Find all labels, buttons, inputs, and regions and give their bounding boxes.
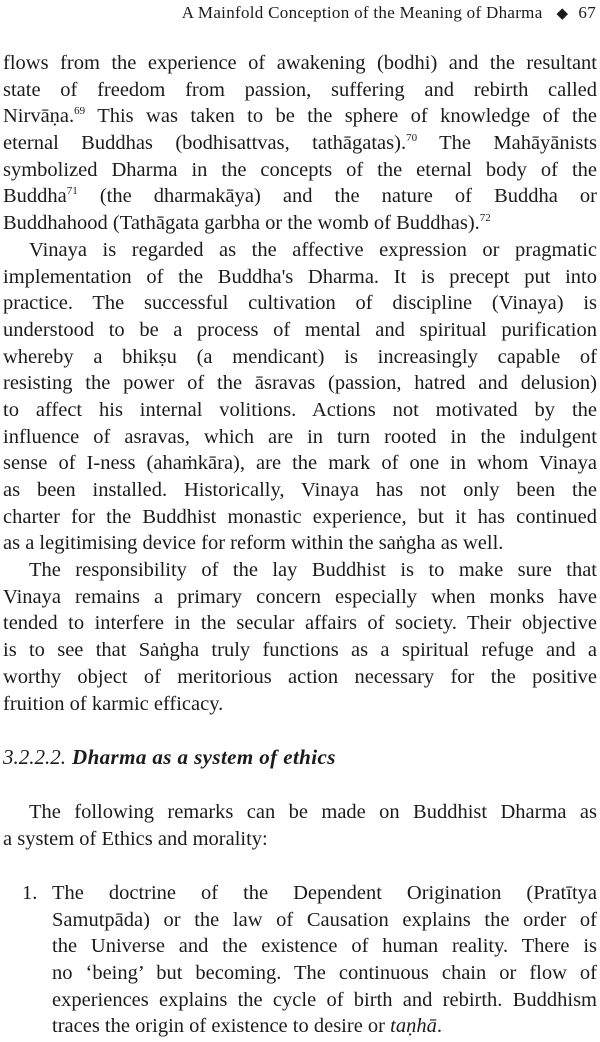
- paragraph-line: [3, 264, 597, 291]
- paragraph-line: [3, 504, 597, 531]
- text-run: as a legitimising device for reform within the saṅgha as well.: [3, 532, 504, 555]
- paragraph-line: [3, 50, 597, 77]
- text-run: a system of Ethics and morality:: [3, 827, 268, 850]
- paragraph-line: [3, 130, 597, 157]
- section-title: Dharma as a system of ethics: [72, 745, 336, 769]
- paragraph-line: [3, 183, 597, 210]
- paragraph-line: [3, 557, 597, 584]
- paragraph-line: [3, 290, 597, 317]
- paragraph-line: [3, 157, 597, 184]
- text-run: to affect his internal volitions. Actions not motivated by the: [3, 398, 597, 421]
- paragraph-line: [3, 637, 597, 664]
- text-run: traces the origin of existence to desire or: [52, 1015, 391, 1038]
- paragraph-line: [3, 210, 597, 237]
- paragraph-line: [3, 664, 597, 691]
- section-number: 3.2.2.2.: [3, 745, 66, 769]
- intro-paragraph: [3, 799, 597, 852]
- text-run: is to see that Saṅgha truly functions as a spiritual refuge and a: [3, 639, 597, 662]
- text-run: resisting the power of the āsravas (passion, hatred and delusion): [3, 372, 597, 395]
- text-run: Samutpāda) or the law of Causation explains the order of: [52, 908, 597, 931]
- text-run: Nirvāṇa.: [3, 105, 75, 128]
- footnote-reference: 70: [406, 132, 418, 145]
- text-run: Vinaya remains a primary concern especially when monks have: [3, 585, 597, 608]
- running-header: [182, 2, 596, 25]
- footnote-reference: 71: [66, 185, 78, 198]
- list-item: [22, 880, 597, 1040]
- paragraph-line: [3, 424, 597, 451]
- paragraph-line: [3, 237, 597, 264]
- paragraph-line: [3, 77, 597, 104]
- text-run: experiences explains the cycle of birth and rebirth. Buddhism: [52, 988, 597, 1011]
- footnote-reference: 72: [479, 212, 491, 225]
- list-item-line: [52, 960, 597, 987]
- paragraph-line: [3, 530, 597, 557]
- body-text: [3, 50, 597, 717]
- list-item-line: [52, 987, 597, 1014]
- footnote-reference: 69: [74, 105, 86, 118]
- paragraph-line: [3, 370, 597, 397]
- paragraph: [3, 50, 597, 237]
- text-run: (the dharmakāya) and the nature of Buddha or: [77, 185, 597, 208]
- text-run: influence of asravas, which are in turn rooted in the indulgent: [3, 425, 597, 448]
- paragraph-line: [3, 584, 597, 611]
- text-run: tended to interfere in the secular affairs of society. Their objective: [3, 612, 597, 635]
- paragraph: [3, 237, 597, 557]
- text-run: eternal Buddhas (bodhisattvas, tathāgatas).: [3, 132, 407, 155]
- text-run: sense of I-ness (ahaṁkāra), are the mark of one in whom Vinaya: [3, 452, 597, 475]
- text-run: The following remarks can be made on Buddhist Dharma as: [29, 801, 597, 823]
- section-heading: [3, 744, 336, 770]
- diamond-separator-icon: ◆: [556, 6, 569, 22]
- intro-line: [3, 826, 597, 853]
- text-run: understood to be a process of mental and spiritual purification: [3, 318, 597, 341]
- text-run: practice. The successful cultivation of discipline (Vinaya) is: [3, 292, 597, 315]
- paragraph-line: [3, 317, 597, 344]
- text-run: no ‘being’ but becoming. The continuous chain or flow of: [52, 962, 597, 985]
- list-item-line: [52, 880, 597, 907]
- list-item-number: 1.: [22, 882, 38, 904]
- text-run: state of freedom from passion, suffering and rebirth called: [3, 78, 597, 101]
- paragraph-line: [3, 103, 597, 130]
- paragraph-line: [3, 610, 597, 637]
- text-run: fruition of karmic efficacy.: [3, 692, 224, 715]
- text-run: The Mahāyānists: [417, 132, 597, 155]
- text-run: Vinaya is regarded as the affective expression or pragmatic: [29, 238, 597, 261]
- intro-line: [3, 799, 597, 826]
- text-run: whereby a bhikṣu (a mendicant) is increasingly capable of: [3, 345, 597, 368]
- list-item-line: [52, 907, 597, 934]
- text-run: The responsibility of the lay Buddhist is to make sure that: [29, 559, 597, 582]
- text-run: the Universe and the existence of human reality. There is: [52, 935, 597, 958]
- text-run: The doctrine of the Dependent Origination (Pratītya: [52, 882, 597, 904]
- text-run: Buddha: [3, 185, 67, 208]
- paragraph-line: [3, 477, 597, 504]
- paragraph-line: [3, 344, 597, 371]
- text-run: symbolized Dharma in the concepts of the eternal body of the: [3, 158, 597, 181]
- paragraph-line: [3, 397, 597, 424]
- page-number: 67: [578, 3, 596, 22]
- list-item-line: [52, 933, 597, 960]
- text-run: .: [436, 1015, 442, 1038]
- text-run: charter for the Buddhist monastic experience, but it has continued: [3, 505, 597, 528]
- paragraph: [3, 557, 597, 717]
- text-run: worthy object of meritorious action necessary for the positive: [3, 665, 597, 688]
- italic-term: taṇhā: [390, 1015, 437, 1038]
- text-run: This was taken to be the sphere of knowledge of the: [85, 105, 597, 128]
- paragraph-line: [3, 691, 597, 718]
- text-run: as been installed. Historically, Vinaya has not only been the: [3, 479, 597, 501]
- text-run: Buddhahood (Tathāgata garbha or the womb of Buddhas).: [3, 212, 480, 235]
- list-item-body: [52, 880, 597, 1040]
- text-run: implementation of the Buddha's Dharma. It is precept put into: [3, 265, 597, 288]
- text-run: flows from the experience of awakening (bodhi) and the resultant: [3, 52, 597, 74]
- running-title: A Mainfold Conception of the Meaning of Dharma: [181, 3, 543, 22]
- paragraph-line: [3, 450, 597, 477]
- numbered-list: [22, 880, 597, 1040]
- list-item-line: [52, 1013, 597, 1040]
